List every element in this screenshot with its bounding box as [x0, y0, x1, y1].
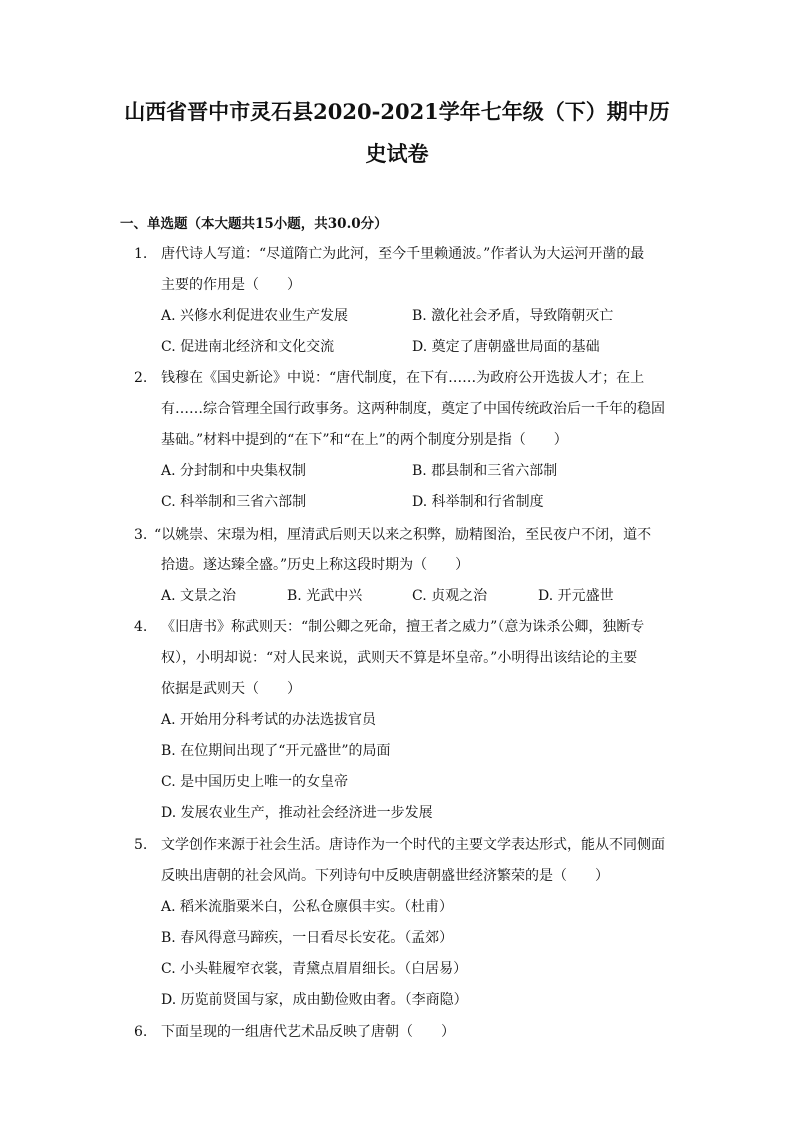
- question-2-option-a: A. 分封制和中央集权制: [161, 463, 307, 479]
- question-4-option-d: D. 发展农业生产，推动社会经济进一步发展: [161, 805, 433, 821]
- question-4-text-line-3: 依据是武则天（ ）: [161, 681, 301, 697]
- question-4-number: 4.: [134, 619, 148, 635]
- question-3-option-b: B. 光武中兴: [287, 588, 363, 604]
- question-6-number: 6.: [134, 1024, 148, 1040]
- question-4-option-c: C. 是中国历史上唯一的女皇帝: [161, 774, 349, 790]
- question-2-text-line-2: 有……综合管理全国行政事务。这两种制度，奠定了中国传统政治后一千年的稳固: [161, 401, 665, 417]
- question-2-option-b: B. 郡县制和三省六部制: [412, 463, 558, 479]
- question-2-option-c: C. 科举制和三省六部制: [161, 494, 307, 510]
- question-1-number: 1.: [134, 246, 148, 262]
- question-3-number: 3.: [134, 527, 148, 543]
- exam-title-line-1: 山西省晋中市灵石县2020-2021学年七年级（下）期中历: [124, 99, 670, 124]
- question-5-number: 5.: [134, 837, 148, 853]
- question-3-option-a: A. 文景之治: [161, 588, 237, 604]
- question-4-text-line-2: 权），小明却说：“对人民来说，武则天不算是坏皇帝。”小明得出该结论的主要: [161, 650, 638, 666]
- question-1-text-line-2: 主要的作用是（ ）: [161, 277, 301, 293]
- exam-title-line-2: 史试卷: [365, 141, 429, 166]
- section-heading: 一、单选题（本大题共15小题，共30.0分）: [120, 216, 388, 232]
- question-3-text-line-2: 拾遗。遂达臻全盛。”历史上称这段时期为（ ）: [161, 557, 470, 573]
- question-2-number: 2.: [134, 370, 148, 386]
- question-3-option-d: D. 开元盛世: [538, 588, 614, 604]
- question-2-option-d: D. 科举制和行省制度: [412, 494, 544, 510]
- question-3-option-c: C. 贞观之治: [412, 588, 488, 604]
- question-5-option-d: D. 历览前贤国与家，成由勤俭败由奢。（李商隐）: [161, 992, 468, 1008]
- question-5-text-line-2: 反映出唐朝的社会风尚。下列诗句中反映唐朝盛世经济繁荣的是（ ）: [161, 868, 609, 884]
- question-4-option-b: B. 在位期间出现了“开元盛世”的局面: [161, 743, 391, 759]
- question-1-option-c: C. 促进南北经济和文化交流: [161, 339, 335, 355]
- question-5-option-a: A. 稻米流脂粟米白，公私仓廪俱丰实。（杜甫）: [161, 899, 454, 915]
- question-6-text-line-1: 下面呈现的一组唐代艺术品反映了唐朝（ ）: [161, 1024, 455, 1040]
- question-2-text-line-1: 钱穆在《国史新论》中说：“唐代制度，在下有……为政府公开选拔人才；在上: [161, 370, 645, 386]
- question-5-option-c: C. 小头鞋履窄衣裳，青黛点眉眉细长。（白居易）: [161, 961, 468, 977]
- question-1-option-a: A. 兴修水利促进农业生产发展: [161, 308, 349, 324]
- question-1-option-d: D. 奠定了唐朝盛世局面的基础: [412, 339, 600, 355]
- question-2-text-line-3: 基础。”材料中提到的“在下”和“在上”的两个制度分别是指（ ）: [161, 432, 568, 448]
- question-4-text-line-1: 《旧唐书》称武则天：“制公卿之死命，擅王者之威力”（意为诛杀公卿，独断专: [161, 619, 645, 635]
- question-3-text-line-1: “以姚崇、宋璟为相，厘清武后则天以来之积弊，励精图治，至民夜户不闭，道不: [154, 527, 652, 543]
- question-4-option-a: A. 开始用分科考试的办法选拔官员: [161, 712, 377, 728]
- question-5-option-b: B. 春风得意马蹄疾，一日看尽长安花。（孟郊）: [161, 930, 454, 946]
- question-1-text-line-1: 唐代诗人写道：“尽道隋亡为此河，至今千里赖通波。”作者认为大运河开凿的最: [161, 246, 645, 262]
- question-5-text-line-1: 文学创作来源于社会生活。唐诗作为一个时代的主要文学表达形式，能从不同侧面: [161, 837, 665, 853]
- question-1-option-b: B. 激化社会矛盾，导致隋朝灭亡: [412, 308, 614, 324]
